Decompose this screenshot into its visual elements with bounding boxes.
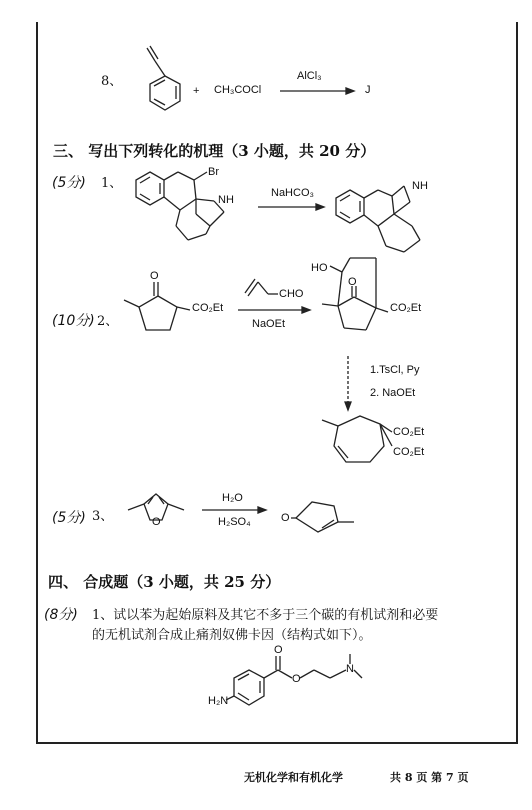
plus-sign: + <box>193 85 200 97</box>
diester-lower: CO₂Et <box>393 446 425 458</box>
furan-oxygen: O <box>152 516 161 528</box>
acetyl-chloride: CH₃COCl <box>214 84 262 96</box>
ketone-o-right: O <box>348 276 357 288</box>
amine-label: H₂N <box>208 695 229 707</box>
p1-score: (5分) <box>52 175 86 191</box>
section4-title: 四、 合成题（3 小题，共 25 分） <box>48 573 281 591</box>
footer-pages: 共 8 页 第 7 页 <box>390 771 469 784</box>
bromine-label: Br <box>208 166 219 178</box>
nahco3-label: NaHCO₃ <box>271 187 314 199</box>
product-j: J <box>365 84 371 96</box>
p3-number: 3、 <box>92 509 114 524</box>
s4p1-score: (8分) <box>44 607 78 623</box>
p2-score: (10分) <box>52 313 95 329</box>
nh-label-left: NH <box>218 194 234 206</box>
p3-score: (5分) <box>52 510 86 526</box>
ho-label: HO <box>311 262 328 274</box>
footer-course: 无机化学和有机化学 <box>244 771 343 784</box>
water-label: H₂O <box>222 492 243 504</box>
nh-label-right: NH <box>412 180 428 192</box>
sulfuric-acid-label: H₂SO₄ <box>218 516 251 528</box>
procaine-structure <box>0 0 1 1</box>
ketone-o-p3: O <box>281 512 290 524</box>
s4p1-text-line2: 的无机试剂合成止痛剂奴佛卡因（结构式如下）。 <box>92 628 372 643</box>
step2-label: 2. NaOEt <box>370 387 416 399</box>
q8-number: 8、 <box>101 74 123 89</box>
section3-title: 三、 写出下列转化的机理（3 小题，共 20 分） <box>53 142 376 160</box>
s4p1-text-line1: 1、试以苯为起始原料及其它不多于三个碳的有机试剂和必要 <box>92 608 439 623</box>
dimethylamino-n: N <box>346 663 354 675</box>
diester-upper: CO₂Et <box>393 426 425 438</box>
p2-number: 2、 <box>97 314 119 329</box>
ester-right: CO₂Et <box>390 302 422 314</box>
ester-left: CO₂Et <box>192 302 224 314</box>
ketone-o-left: O <box>150 270 159 282</box>
catalyst-label: AlCl₃ <box>297 70 322 82</box>
acrolein-cho: CHO <box>279 288 304 300</box>
carbonyl-oxygen: O <box>274 644 283 656</box>
step1-label: 1.TsCl, Py <box>370 364 420 376</box>
naoet-label: NaOEt <box>252 318 286 330</box>
p1-number: 1、 <box>101 176 123 191</box>
ester-oxygen: O <box>292 673 301 685</box>
